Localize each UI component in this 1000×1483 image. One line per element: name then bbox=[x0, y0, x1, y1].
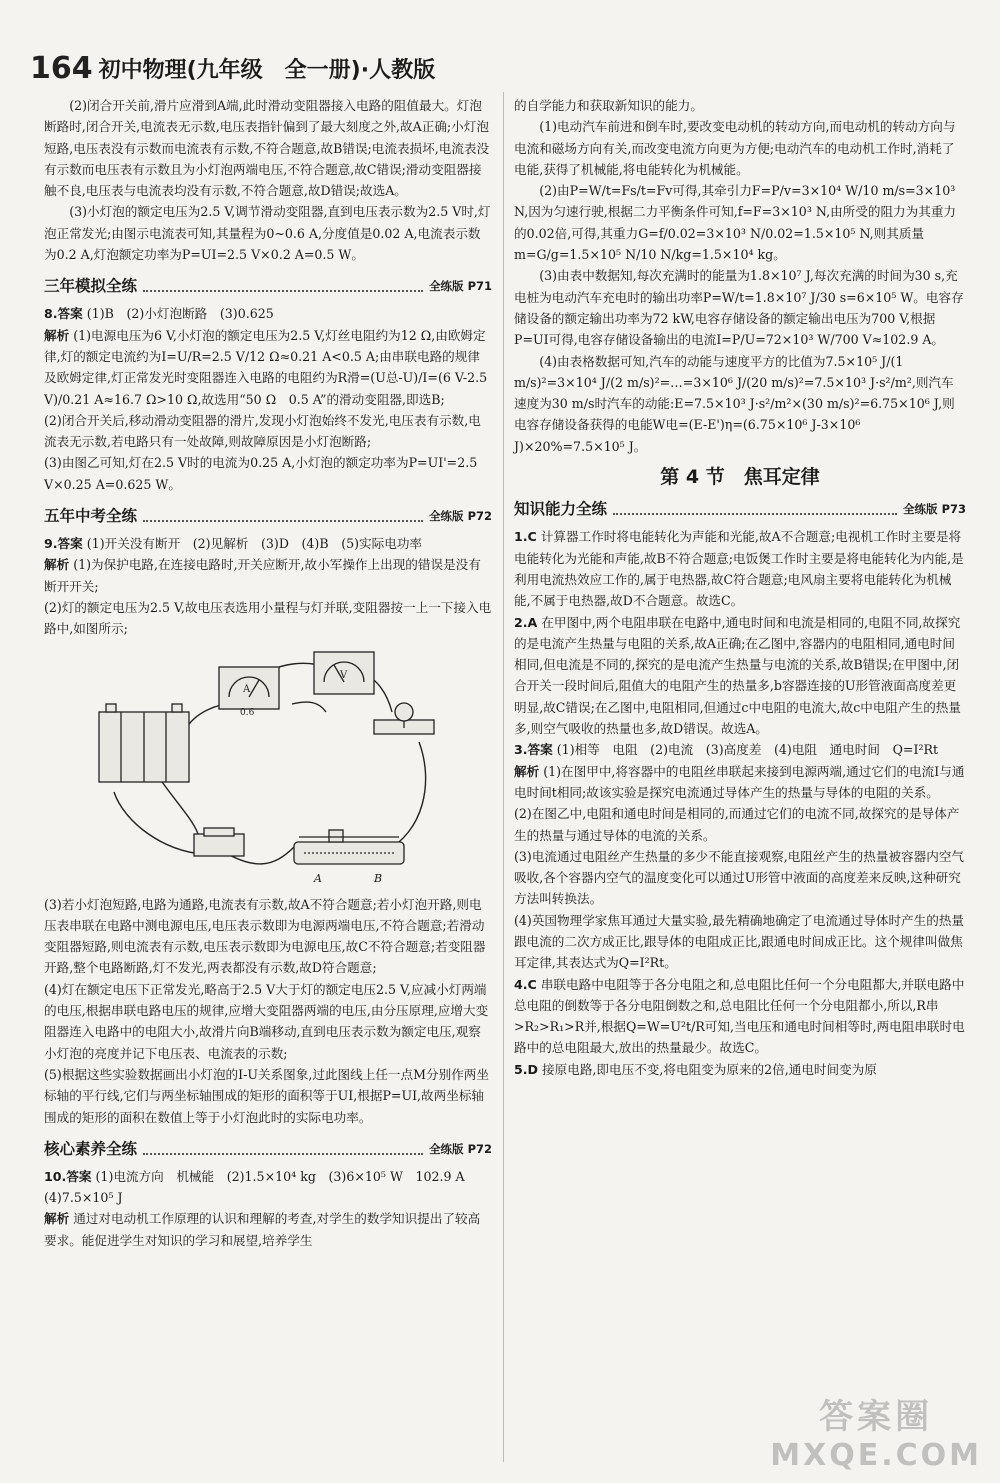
answer-label: 3.答案 bbox=[514, 742, 553, 758]
paragraph: (3)由表中数据知,每次充满时的能量为1.8×10⁷ J,每次充满的时间为30 s,充电桩为电动汽车充电时的输出功率P=W/t=1.8×10⁷ J/30 s=6×10⁵ W。电容存储设备的额定输出功率为72 kW,电容存储设备的额定输出电压为700 V,根据P=UI可得,电容存储设备输出的电流I=P/U=72×10³ W/700 V≈102.9 A。 bbox=[514, 268, 964, 348]
battery-icon bbox=[99, 704, 189, 782]
book-title: 初中物理(九年级 全一册)·人教版 bbox=[98, 57, 436, 83]
explanation-line bbox=[44, 325, 492, 410]
explanation-text: 通过对电动机工作原理的认识和理解的考查,对学生的数学知识提出了较高要求。能促进学生对知识的学习和展望,培养学生 bbox=[44, 1211, 481, 1248]
answer-item bbox=[514, 526, 966, 611]
terminal-b-label: B bbox=[374, 871, 383, 885]
section-page-ref: 全练版 P72 bbox=[429, 508, 492, 523]
explanation-line bbox=[44, 1208, 492, 1251]
explanation-label: 解析 bbox=[44, 557, 70, 573]
answer-text: (1)电流方向 机械能 (2)1.5×10⁴ kg (3)6×10⁵ W 102.9 A (4)7.5×10⁵ J bbox=[44, 1168, 478, 1206]
paragraph: (1)电动汽车前进和倒车时,要改变电动机的转动方向,而电动机的转动方向与电流和磁场方向有关,而改变电流方向更为方便;电动汽车的电动机工作时,消耗了电能,获得了机械能,将电能转化为机械能。 bbox=[514, 119, 956, 177]
paragraph: (2)由P=W/t=Fs/t=Fv可得,其牵引力F=P/v=3×10⁴ W/10 m/s=3×10³ N,因为匀速行驶,根据二力平衡条件可知,f=F=3×10³ N,由所受的阻力为其重力的0.02倍,可得,其重力G=f/0.02=3×10³ N/0.02=1.5×10⁵ N,则其质量m=G/g=1.5×10⁵ N/10 N/kg=1.5×10⁴ kg。 bbox=[514, 183, 957, 263]
paragraph: (3)由图乙可知,灯在2.5 V时的电流为0.25 A,小灯泡的额定功率为P=UI'=2.5 V×0.25 A=0.625 W。 bbox=[44, 455, 478, 492]
section-heading bbox=[44, 1136, 492, 1160]
section-heading bbox=[44, 503, 492, 527]
answer-label: 9.答案 bbox=[44, 536, 83, 552]
answer-line bbox=[514, 739, 966, 760]
switch-icon bbox=[194, 828, 244, 856]
answer-text: 计算器工作时将电能转化为声能和光能,故A不合题意;电视机工作时主要是将电能转化为光能和声能,故B不符合题意;电饭煲工作时主要是将电能转化为内能,是利用电流热效应工作的,属于电热器,故C符合题意;电风扇主要将电能转化为机械能,不属于电热器,故D不合题意。故选C。 bbox=[514, 529, 964, 609]
circuit-diagram bbox=[44, 642, 492, 890]
section-title: 五年中考全练 bbox=[44, 506, 138, 525]
section-leader-dots bbox=[143, 290, 423, 292]
answer-text: (1)开关没有断开 (2)见解析 (3)D (4)B (5)实际电功率 bbox=[86, 536, 423, 552]
voltmeter-symbol: V bbox=[340, 669, 348, 681]
paragraph: (4)灯在额定电压下正常发光,略高于2.5 V大于灯的额定电压2.5 V,应减小灯两端的电压,根据串联电路电压的规律,应增大变阻器两端的电压,由分压原理,应增大变阻器连入电路中的电阻大小,故滑片向B端移动,直到电压表示数为额定电压,观察小灯泡的亮度并记下电压表、电流表的示数; bbox=[44, 981, 489, 1061]
answer-line bbox=[44, 1166, 492, 1209]
right-column bbox=[514, 95, 966, 1080]
section-title: 核心素养全练 bbox=[44, 1139, 138, 1158]
section-leader-dots bbox=[143, 1153, 423, 1155]
answer-label: 5.D bbox=[514, 1061, 539, 1077]
paragraph: (4)由表格数据可知,汽车的动能与速度平方的比值为7.5×10⁵ J/(1 m/s)²=3×10⁴ J/(2 m/s)²=…=3×10⁶ J/(20 m/s)²=7.5×10³ J·s²/m²,则汽车速度为30 m/s时汽车的动能:E=7.5×10³ J·s²/m²×(30 m/s)²=6.75×10⁶ J,则电容存储设备获得的电能W电=(E-E')η=(6.75×10⁶ J-3×10⁶ J)×20%=7.5×10⁵ J。 bbox=[514, 353, 955, 454]
watermark-logo bbox=[770, 1389, 982, 1473]
explanation-text: (1)为保护电路,在连接电路时,开关应断开,故小军操作上出现的错误是没有断开开关; bbox=[44, 557, 481, 594]
paragraph: (3)电流通过电阻丝产生热量的多少不能直接观察,电阻丝产生的热量被容器内空气吸收,各个容器内空气的温度变化可以通过U形管中液面的高度差来反映,这种研究方法叫转换法。 bbox=[514, 848, 965, 907]
section-title: 知识能力全练 bbox=[514, 500, 608, 519]
section-heading bbox=[44, 273, 492, 297]
answer-label: 4.C bbox=[514, 976, 537, 992]
paragraph: (4)英国物理学家焦耳通过大量实验,最先精确地确定了电流通过导体时产生的热量跟电流的二次方成正比,跟导体的电阻成正比,跟通电时间成正比。这个规律叫做焦耳定律,其表达式为Q=I²Rt。 bbox=[514, 912, 965, 971]
paragraph: (3)小灯泡的额定电压为2.5 V,调节滑动变阻器,直到电压表示数为2.5 V时,灯泡正常发光;由图示电流表可知,其量程为0~0.6 A,分度值是0.02 A,电流表示数为0.2 A,灯泡额定功率为P=UI=2.5 V×0.2 A=0.5 W。 bbox=[44, 204, 491, 263]
answer-label: 2.A bbox=[514, 614, 538, 630]
page-header bbox=[30, 48, 435, 88]
paragraph: (2)在图乙中,电阻和通电时间是相同的,而通过它们的电流不同,故探究的是导体产生的热量与通过导体的电流的关系。 bbox=[514, 806, 960, 843]
paragraph: 的自学能力和获取新知识的能力。 bbox=[514, 98, 703, 113]
lamp-icon bbox=[374, 703, 434, 734]
explanation-label: 解析 bbox=[44, 327, 70, 343]
answer-line bbox=[44, 533, 492, 554]
explanation-label: 解析 bbox=[44, 1211, 70, 1227]
watermark-line1: 答案圈 bbox=[819, 1397, 934, 1437]
page-number: 164 bbox=[30, 50, 93, 86]
answer-text: 接原电路,即电压不变,将电阻变为原来的2倍,通电时间变为原 bbox=[542, 1061, 877, 1077]
answer-label: 1.C bbox=[514, 529, 537, 545]
ammeter-scale-label: 0.6 bbox=[240, 707, 255, 718]
answer-text: (1)B (2)小灯泡断路 (3)0.625 bbox=[86, 306, 274, 322]
voltmeter-icon bbox=[314, 652, 374, 694]
chapter-title: 第 4 节 焦耳定律 bbox=[660, 466, 820, 489]
answer-text: 在甲图中,两个电阻串联在电路中,通电时间和电流是相同的,电阻不同,故探究的是电流产生热量与电阻的关系,故A正确;在乙图中,容器内的电阻相同,通电时间相同,但电流是不同的,探究的是电流产生热量与电流的关系,故B错误;在甲图中,闭合开关一段时间后,阻值大的电阻产生的热量多,b容器连接的U形管液面高度差更明显,故C错误;在乙图中,电阻相同,但通过c中电阻的电流大,故c中电阻产生的热量多,则空气吸收的热量也多,故D错误。故选A。 bbox=[514, 614, 961, 737]
answer-text: 串联电路中电阻等于各分电阻之和,总电阻比任何一个分电阻都大,并联电路中总电阻的倒数等于各分电阻倒数之和,总电阻比任何一个分电阻都小,所以,R串>R₂>R₁>R并,根据Q=W=U²t/R可知,当电压和通电时间相等时,两电阻串联时电路中的总电阻最大,放出的热量最少。故选C。 bbox=[514, 976, 965, 1056]
left-column bbox=[44, 95, 492, 1251]
explanation-label: 解析 bbox=[514, 763, 540, 779]
answer-label: 10.答案 bbox=[44, 1168, 92, 1184]
paragraph: (2)灯的额定电压为2.5 V,故电压表选用小量程与灯并联,变阻器按一上一下接入电路中,如图所示; bbox=[44, 599, 492, 637]
section-page-ref: 全练版 P71 bbox=[429, 279, 492, 294]
answer-text: (1)相等 电阻 (2)电流 (3)高度差 (4)电阻 通电时间 Q=I²Rt bbox=[556, 742, 939, 758]
paragraph: (2)闭合开关前,滑片应滑到A端,此时滑动变阻器接入电路的阻值最大。灯泡断路时,闭合开关,电流表无示数,电压表指针偏到了最大刻度之外,故A正确;小灯泡短路,电压表没有示数而电流表有示数,不符合题意,故B错误;电流表损坏,电流表没有示数而电压表有示数且为小灯泡两端电压,不符合题意,故C错误;滑动变阻器接触不良,电压表与电流表均没有示数,不符合题意,故D错误;故选A。 bbox=[44, 98, 490, 199]
answer-label: 8.答案 bbox=[44, 306, 83, 322]
section-title: 三年模拟全练 bbox=[44, 277, 138, 296]
explanation-line bbox=[44, 554, 492, 597]
watermark-line2: MXQE.COM bbox=[770, 1438, 982, 1473]
circuit-figure bbox=[44, 642, 492, 890]
section-heading bbox=[514, 496, 966, 520]
paragraph: (5)根据这些实验数据画出小灯泡的I-U关系图象,过此图线上任一点M分别作两坐标轴的平行线,它们与两坐标轴围成的矩形的面积等于UI,根据P=UI,故两坐标轴围成的矩形的面积在数值上等于小灯泡此时的实际电功率。 bbox=[44, 1066, 489, 1125]
ammeter-icon bbox=[219, 667, 279, 718]
paragraph: (2)闭合开关后,移动滑动变阻器的滑片,发现小灯泡始终不发光,电压表有示数,电流表无示数,若电路只有一处故障,则故障原因是小灯泡断路; bbox=[44, 412, 481, 450]
section-leader-dots bbox=[613, 513, 897, 515]
answer-item bbox=[514, 974, 966, 1059]
paragraph: (3)若小灯泡短路,电路为通路,电流表有示数,故A不符合题意;若小灯泡开路,则电压表串联在电路中测电源电压,电压表示数即为电源两端电压,不符合题意;若滑动变阻器短路,则电流表有示数,电压表示数即为电源电压,故C不符合题意;若变阻器开路,整个电路断路,灯不发光,两表都没有示数,故D符合题意; bbox=[44, 896, 486, 976]
ammeter-symbol: A bbox=[243, 683, 251, 695]
answer-item bbox=[514, 612, 966, 740]
section-leader-dots bbox=[143, 520, 423, 522]
answer-line bbox=[44, 303, 492, 324]
explanation-line bbox=[514, 761, 966, 804]
answer-item bbox=[514, 1059, 966, 1080]
explanation-text: (1)在图甲中,将容器中的电阻丝串联起来接到电源两端,通过它们的电流I与通电时间t相同;故该实验是探究电流通过导体产生的热量与导体的电阻的关系。 bbox=[514, 763, 965, 800]
explanation-text: (1)电源电压为6 V,小灯泡的额定电压为2.5 V,灯丝电阻约为12 Ω,由欧姆定律,灯的额定电流约为I=U/R=2.5 V/12 Ω≈0.21 A<0.5 A;由串联电路的规律及欧姆定律,灯正常发光时变阻器连入电路的电阻约为R滑=(U总-U)/I=(6 V-2.5 V)/0.21 A≈16.7 Ω>10 Ω,故选用“50 Ω 0.5 A”的滑动变阻器,即选B; bbox=[44, 327, 488, 407]
section-page-ref: 全练版 P73 bbox=[903, 502, 966, 517]
terminal-a-label: A bbox=[314, 871, 322, 885]
rheostat-icon bbox=[294, 830, 404, 885]
section-page-ref: 全练版 P72 bbox=[429, 1141, 492, 1156]
column-divider bbox=[503, 92, 504, 1462]
